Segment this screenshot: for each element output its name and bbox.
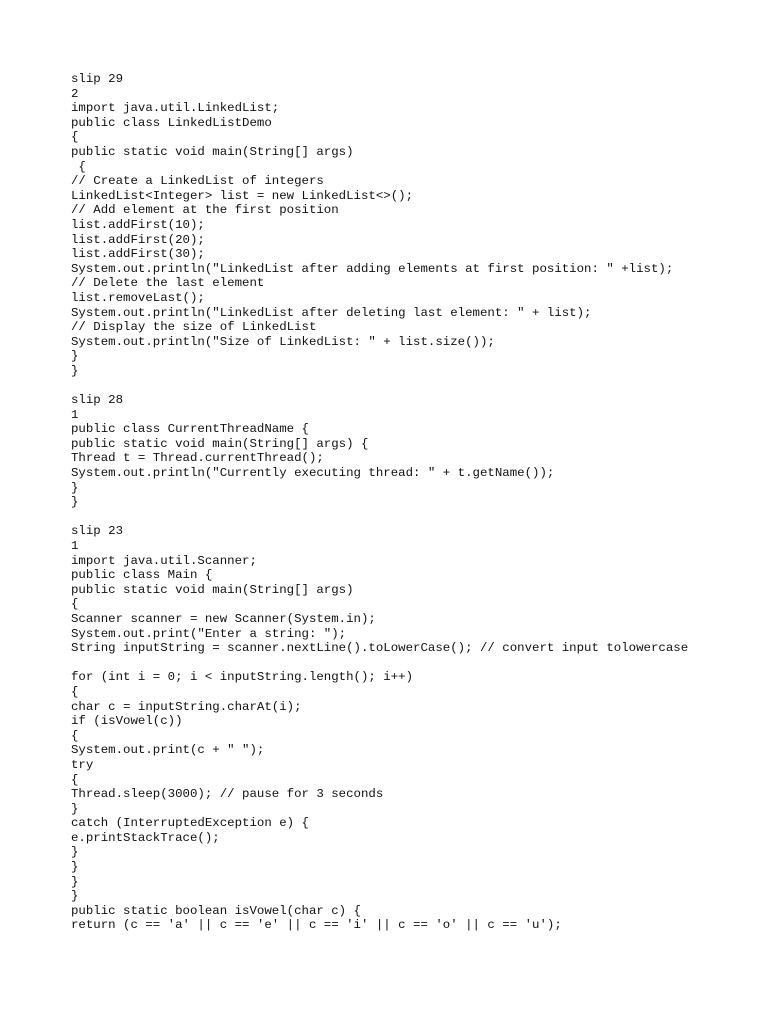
code-line: System.out.println("Size of LinkedList: " + list.size()); xyxy=(71,334,495,349)
code-line: } xyxy=(71,845,79,860)
code-line: { xyxy=(71,130,79,145)
code-line: // Delete the last element xyxy=(71,276,265,291)
code-line: System.out.print(c + " "); xyxy=(71,743,265,758)
code-line: // Add element at the first position xyxy=(71,203,339,218)
code-line: } xyxy=(71,860,79,875)
code-line: } xyxy=(71,874,79,889)
code-line: slip 28 xyxy=(71,393,124,408)
code-line: public static void main(String[] args) { xyxy=(71,436,369,451)
code-line: list.addFirst(30); xyxy=(71,247,205,262)
code-line: } xyxy=(71,363,79,378)
code-line: } xyxy=(71,349,79,364)
code-line: 1 xyxy=(71,539,79,553)
code-line: catch (InterruptedException e) { xyxy=(71,816,309,831)
code-line: char c = inputString.charAt(i); xyxy=(71,699,302,714)
code-line: } xyxy=(71,889,79,904)
code-line: public static void main(String[] args) xyxy=(71,582,354,597)
code-line: slip 23 xyxy=(71,524,124,539)
code-line: System.out.println("LinkedList after deleting last element: " + list); xyxy=(71,305,592,320)
code-line: } xyxy=(71,801,79,816)
code-line: Thread t = Thread.currentThread(); xyxy=(71,451,324,466)
code-line: public static void main(String[] args) xyxy=(71,144,354,159)
code-line: { xyxy=(71,597,79,612)
code-line: list.removeLast(); xyxy=(71,290,205,305)
code-line: public class LinkedListDemo xyxy=(71,115,272,130)
blank-line xyxy=(71,656,761,671)
code-line: } xyxy=(71,480,79,495)
code-line: System.out.println("LinkedList after adding elements at first position: " +list); xyxy=(71,261,674,276)
code-line: System.out.print("Enter a string: "); xyxy=(71,626,347,641)
code-line: list.addFirst(20); xyxy=(71,232,205,247)
code-line: list.addFirst(10); xyxy=(71,217,205,232)
code-line: { xyxy=(71,684,79,699)
code-line: import java.util.LinkedList; xyxy=(71,101,280,116)
code-line: for (int i = 0; i < inputString.length(); i++) xyxy=(71,670,414,685)
blank-line xyxy=(71,378,761,393)
code-line: import java.util.Scanner; xyxy=(71,553,257,568)
code-line: } xyxy=(71,495,79,510)
code-line: 2 xyxy=(71,86,79,101)
code-line: return (c == 'a' || c == 'e' || c == 'i' || c == 'o' || c == 'u'); xyxy=(71,918,562,933)
code-line: LinkedList<Integer> list = new LinkedList<>(); xyxy=(71,188,414,203)
code-line: String inputString = scanner.nextLine().toLowerCase(); // convert input tolowercase xyxy=(71,641,689,656)
blank-line xyxy=(71,510,761,525)
code-line: // Display the size of LinkedList xyxy=(71,320,317,335)
code-line: Thread.sleep(3000); // pause for 3 seconds xyxy=(71,787,384,802)
code-line: try xyxy=(71,757,94,772)
code-line: public class CurrentThreadName { xyxy=(71,422,309,437)
code-line: { xyxy=(71,159,86,174)
code-line: slip 29 xyxy=(71,72,124,86)
code-line: 1 xyxy=(71,407,79,422)
code-line: Scanner scanner = new Scanner(System.in); xyxy=(71,611,376,626)
code-line: System.out.println("Currently executing thread: " + t.getName()); xyxy=(71,466,555,481)
code-line: if (isVowel(c)) xyxy=(71,714,183,729)
code-line: public static boolean isVowel(char c) { xyxy=(71,903,361,918)
code-line: // Create a LinkedList of integers xyxy=(71,174,324,189)
code-line: e.printStackTrace(); xyxy=(71,830,220,845)
code-listing xyxy=(71,72,761,933)
code-line: { xyxy=(71,772,79,787)
code-line: public class Main { xyxy=(71,568,213,583)
code-line: { xyxy=(71,728,79,743)
